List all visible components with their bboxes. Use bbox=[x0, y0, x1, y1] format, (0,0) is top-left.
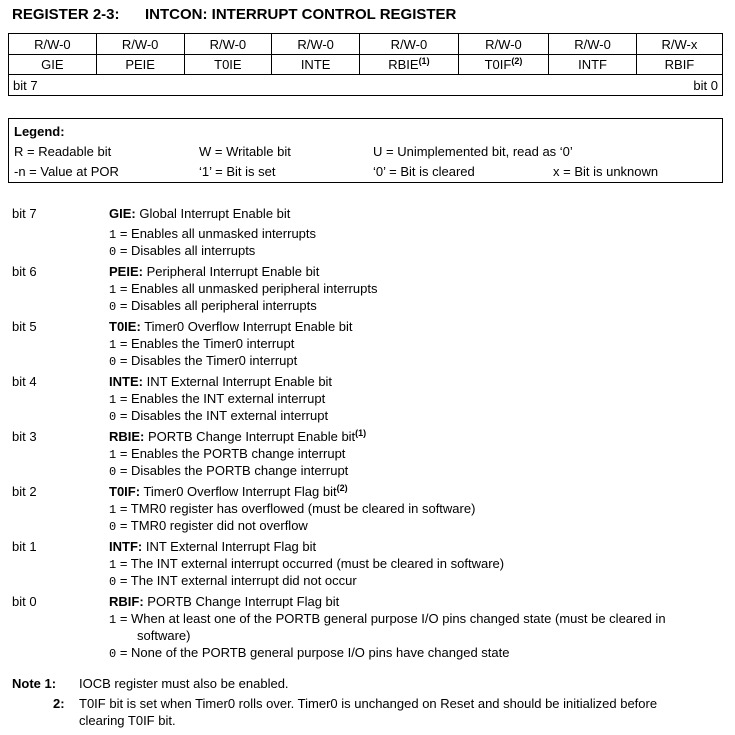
footnote-ref: (2) bbox=[511, 56, 523, 66]
bit-one-line-continued: software) bbox=[137, 628, 191, 643]
bit-access: R/W-x bbox=[636, 34, 722, 55]
bit-one-line bbox=[109, 391, 325, 407]
note-2-text-continued: clearing T0IF bit. bbox=[79, 713, 176, 728]
bit-field-desc: PORTB Change Interrupt Flag bit bbox=[147, 594, 340, 609]
bit-zero-line bbox=[109, 573, 357, 589]
bit-one-line bbox=[109, 446, 345, 462]
legend-cleared: ‘0’ = Bit is cleared bbox=[373, 164, 475, 179]
bit-one-line bbox=[109, 501, 475, 517]
bit-access: R/W-0 bbox=[360, 34, 459, 55]
register-number: REGISTER 2-3: bbox=[12, 6, 120, 23]
bit-one-line bbox=[109, 281, 377, 297]
bit-name-text: RBIE bbox=[388, 57, 419, 72]
bit-description bbox=[109, 206, 290, 221]
bit-zero-line bbox=[109, 463, 348, 479]
bit-name-inte: INTE bbox=[272, 55, 360, 75]
msb-label: bit 7 bbox=[13, 78, 38, 93]
bit-one-line bbox=[109, 226, 316, 242]
register-bit-table bbox=[8, 33, 723, 75]
value-one: 1 bbox=[109, 558, 117, 572]
value-zero-text: = Disables the INT external interrupt bbox=[119, 408, 329, 423]
bit-name-gie: GIE bbox=[9, 55, 97, 75]
value-zero: 0 bbox=[109, 575, 117, 589]
value-one: 1 bbox=[109, 503, 117, 517]
value-zero-text: = None of the PORTB general purpose I/O pins have changed state bbox=[119, 645, 510, 660]
bit-field-desc: INT External Interrupt Enable bit bbox=[146, 374, 333, 389]
footnote-ref: (1) bbox=[418, 56, 430, 66]
bit-name-rbie bbox=[360, 55, 459, 75]
bit-one-line bbox=[109, 336, 294, 352]
value-zero: 0 bbox=[109, 520, 117, 534]
bit-zero-line bbox=[109, 518, 308, 534]
value-one-text: = Enables the PORTB change interrupt bbox=[119, 446, 346, 461]
bit-zero-line bbox=[109, 645, 509, 661]
value-zero-text: = The INT external interrupt did not occur bbox=[119, 573, 357, 588]
value-one: 1 bbox=[109, 283, 117, 297]
bit-zero-line bbox=[109, 353, 297, 369]
bit-name-intf: INTF bbox=[549, 55, 637, 75]
footnote-ref: (1) bbox=[355, 428, 367, 438]
access-row bbox=[9, 34, 723, 55]
value-zero-text: = TMR0 register did not overflow bbox=[119, 518, 308, 533]
value-one-text: = Enables all unmasked interrupts bbox=[119, 226, 317, 241]
bit-label: bit 4 bbox=[12, 374, 37, 389]
bit-label: bit 1 bbox=[12, 539, 37, 554]
register-name: INTCON: INTERRUPT CONTROL REGISTER bbox=[145, 6, 457, 23]
bit-one-line bbox=[109, 611, 666, 627]
legend-set: ‘1’ = Bit is set bbox=[199, 164, 276, 179]
value-zero: 0 bbox=[109, 465, 117, 479]
bit-access: R/W-0 bbox=[96, 34, 184, 55]
legend-box bbox=[8, 118, 723, 183]
bit-field-name: RBIE: bbox=[109, 429, 145, 444]
bit-name-text: T0IF bbox=[484, 57, 512, 72]
value-one: 1 bbox=[109, 228, 117, 242]
bit-field-desc: Timer0 Overflow Interrupt Flag bit bbox=[143, 484, 337, 499]
bit-label: bit 6 bbox=[12, 264, 37, 279]
bit-field-desc: INT External Interrupt Flag bit bbox=[145, 539, 317, 554]
bit-description bbox=[109, 374, 332, 389]
bit-field-desc: Peripheral Interrupt Enable bit bbox=[146, 264, 320, 279]
value-one-text: = Enables the Timer0 interrupt bbox=[119, 336, 295, 351]
bit-description bbox=[109, 484, 348, 499]
bit-name-t0ie: T0IE bbox=[184, 55, 272, 75]
legend-por: -n = Value at POR bbox=[14, 164, 119, 179]
value-zero-text: = Disables the PORTB change interrupt bbox=[119, 463, 349, 478]
value-zero: 0 bbox=[109, 245, 117, 259]
bit-zero-line bbox=[109, 298, 317, 314]
value-one-text: = When at least one of the PORTB general purpose I/O pins changed state (must be cleared in bbox=[119, 611, 666, 626]
bit-access: R/W-0 bbox=[458, 34, 548, 55]
value-zero: 0 bbox=[109, 300, 117, 314]
value-one: 1 bbox=[109, 613, 117, 627]
bit-description bbox=[109, 319, 353, 334]
value-one: 1 bbox=[109, 338, 117, 352]
bit-name-t0if bbox=[458, 55, 548, 75]
bit-field-name: RBIF: bbox=[109, 594, 144, 609]
bit-label: bit 7 bbox=[12, 206, 37, 221]
bit-name-peie: PEIE bbox=[96, 55, 184, 75]
bit-access: R/W-0 bbox=[549, 34, 637, 55]
bit-one-line bbox=[109, 556, 504, 572]
bit-description bbox=[109, 594, 339, 609]
bit-name-rbif: RBIF bbox=[636, 55, 722, 75]
note-1-text: IOCB register must also be enabled. bbox=[79, 676, 289, 691]
bit-field-desc: Timer0 Overflow Interrupt Enable bit bbox=[144, 319, 353, 334]
bit-field-name: T0IE: bbox=[109, 319, 141, 334]
bit-label: bit 2 bbox=[12, 484, 37, 499]
value-one: 1 bbox=[109, 393, 117, 407]
bit-field-name: T0IF: bbox=[109, 484, 141, 499]
legend-writable: W = Writable bit bbox=[199, 144, 291, 159]
legend-unknown: x = Bit is unknown bbox=[553, 164, 659, 179]
value-one-text: = Enables all unmasked peripheral interrupts bbox=[119, 281, 378, 296]
bit-label: bit 0 bbox=[12, 594, 37, 609]
bit-name-row bbox=[9, 55, 723, 75]
bit-label: bit 3 bbox=[12, 429, 37, 444]
value-zero: 0 bbox=[109, 410, 117, 424]
bit-access: R/W-0 bbox=[272, 34, 360, 55]
bit-description bbox=[109, 539, 316, 554]
value-one-text: = Enables the INT external interrupt bbox=[119, 391, 326, 406]
legend-readable: R = Readable bit bbox=[14, 144, 112, 159]
bit-field-name: INTF: bbox=[109, 539, 143, 554]
bit-access: R/W-0 bbox=[184, 34, 272, 55]
footnote-ref: (2) bbox=[336, 483, 348, 493]
register-title bbox=[12, 6, 456, 23]
value-zero: 0 bbox=[109, 647, 117, 661]
bit-field-name: PEIE: bbox=[109, 264, 143, 279]
bit-label: bit 5 bbox=[12, 319, 37, 334]
bit-zero-line bbox=[109, 408, 328, 424]
value-zero: 0 bbox=[109, 355, 117, 369]
legend-heading: Legend: bbox=[14, 124, 65, 139]
bit-field-name: GIE: bbox=[109, 206, 136, 221]
note-1-label: Note 1: bbox=[12, 676, 57, 691]
bit-field-desc: PORTB Change Interrupt Enable bit bbox=[148, 429, 356, 444]
bit-range-row bbox=[8, 75, 723, 96]
value-one: 1 bbox=[109, 448, 117, 462]
value-zero-text: = Disables the Timer0 interrupt bbox=[119, 353, 298, 368]
bit-zero-line bbox=[109, 243, 255, 259]
value-zero-text: = Disables all interrupts bbox=[119, 243, 256, 258]
bit-field-name: INTE: bbox=[109, 374, 143, 389]
bit-description bbox=[109, 429, 366, 444]
bit-description bbox=[109, 264, 319, 279]
note-2-text: T0IF bit is set when Timer0 rolls over. Timer0 is unchanged on Reset and should be initialized before bbox=[79, 696, 658, 711]
legend-unimplemented: U = Unimplemented bit, read as ‘0’ bbox=[373, 144, 573, 159]
note-2-label: 2: bbox=[53, 696, 65, 711]
lsb-label: bit 0 bbox=[693, 78, 718, 93]
bit-access: R/W-0 bbox=[9, 34, 97, 55]
value-one-text: = The INT external interrupt occurred (must be cleared in software) bbox=[119, 556, 505, 571]
bit-field-desc: Global Interrupt Enable bit bbox=[139, 206, 291, 221]
value-zero-text: = Disables all peripheral interrupts bbox=[119, 298, 317, 313]
value-one-text: = TMR0 register has overflowed (must be cleared in software) bbox=[119, 501, 476, 516]
